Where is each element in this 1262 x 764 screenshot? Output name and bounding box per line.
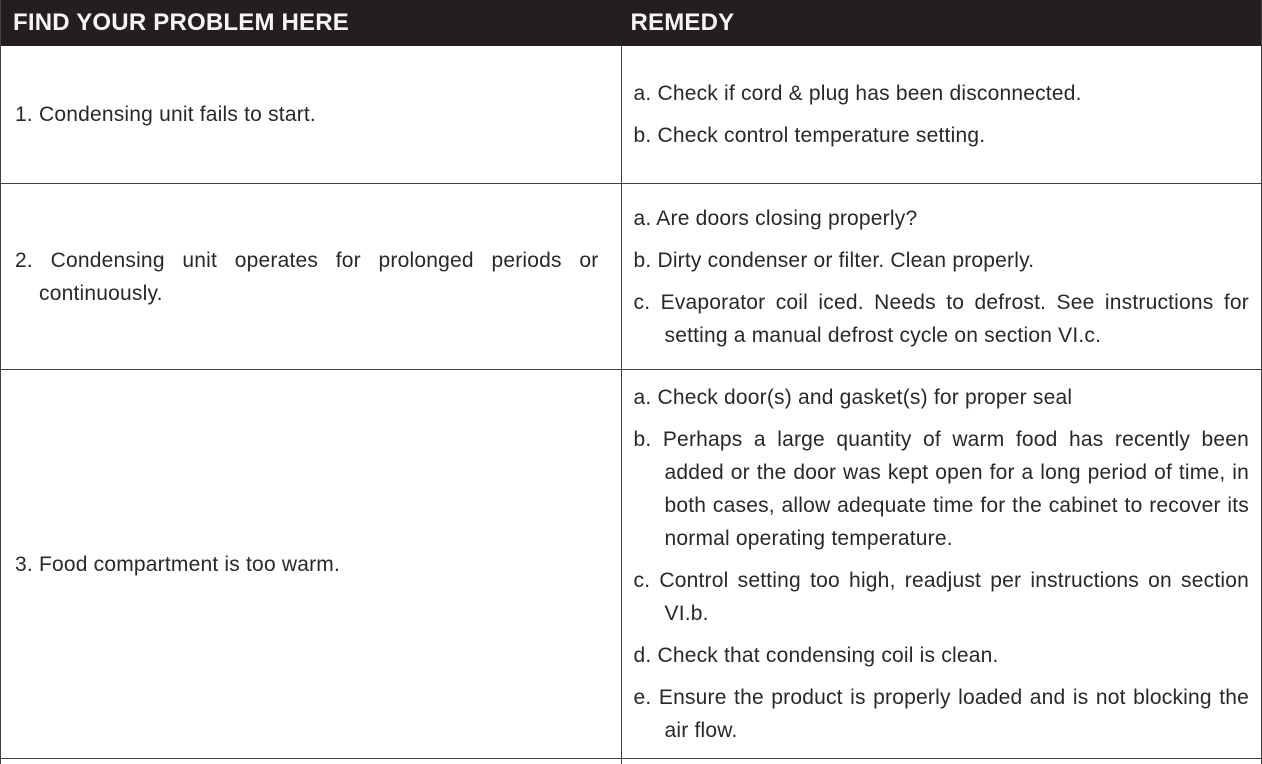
remedy-item: d. Check that condensing coil is clean. bbox=[633, 644, 999, 667]
remedy-item: c. Control setting too high, readjust per instructions on section VI.b. bbox=[633, 569, 1249, 625]
partial-next-row bbox=[1, 759, 1261, 764]
remedy-item: b. Perhaps a large quantity of warm food has recently been added or the door was kept open for a long period of time, in both cases, allow adequate time for the cabinet to recover its normal operating temperature. bbox=[633, 428, 1249, 550]
remedy-item: b. Check control temperature setting. bbox=[633, 124, 986, 147]
partial-remedy-cell bbox=[621, 759, 1262, 764]
remedy-item: c. Evaporator coil iced. Needs to defrost. See instructions for setting a manual defrost cycle on section VI.c. bbox=[633, 290, 1249, 347]
problem-cell bbox=[1, 184, 621, 369]
problem-cell bbox=[1, 370, 621, 758]
remedy-item: a. Check if cord & plug has been disconnected. bbox=[633, 82, 1082, 105]
problem-text: 3. Food compartment is too warm. bbox=[15, 552, 341, 576]
table-row bbox=[1, 46, 1261, 184]
column-header-problem: FIND YOUR PROBLEM HERE bbox=[13, 9, 349, 36]
remedy-item: b. Dirty condenser or filter. Clean properly. bbox=[633, 248, 1035, 272]
remedy-cell bbox=[621, 370, 1262, 758]
problem-cell bbox=[1, 46, 621, 183]
table-header-row bbox=[1, 0, 1261, 46]
column-header-remedy: REMEDY bbox=[630, 9, 735, 36]
problem-text: 2. Condensing unit operates for prolonged periods or continuously. bbox=[15, 248, 599, 305]
table-body bbox=[1, 46, 1261, 759]
table-row bbox=[1, 370, 1261, 759]
remedy-item: e. Ensure the product is properly loaded and is not blocking the air flow. bbox=[633, 686, 1249, 742]
remedy-cell bbox=[621, 46, 1262, 183]
remedy-item: a. Check door(s) and gasket(s) for proper seal bbox=[633, 386, 1073, 409]
problem-text: 1. Condensing unit fails to start. bbox=[15, 103, 316, 126]
remedy-item: a. Are doors closing properly? bbox=[633, 206, 918, 230]
remedy-cell bbox=[621, 184, 1262, 369]
partial-problem-cell bbox=[1, 759, 621, 764]
table-row bbox=[1, 184, 1261, 370]
